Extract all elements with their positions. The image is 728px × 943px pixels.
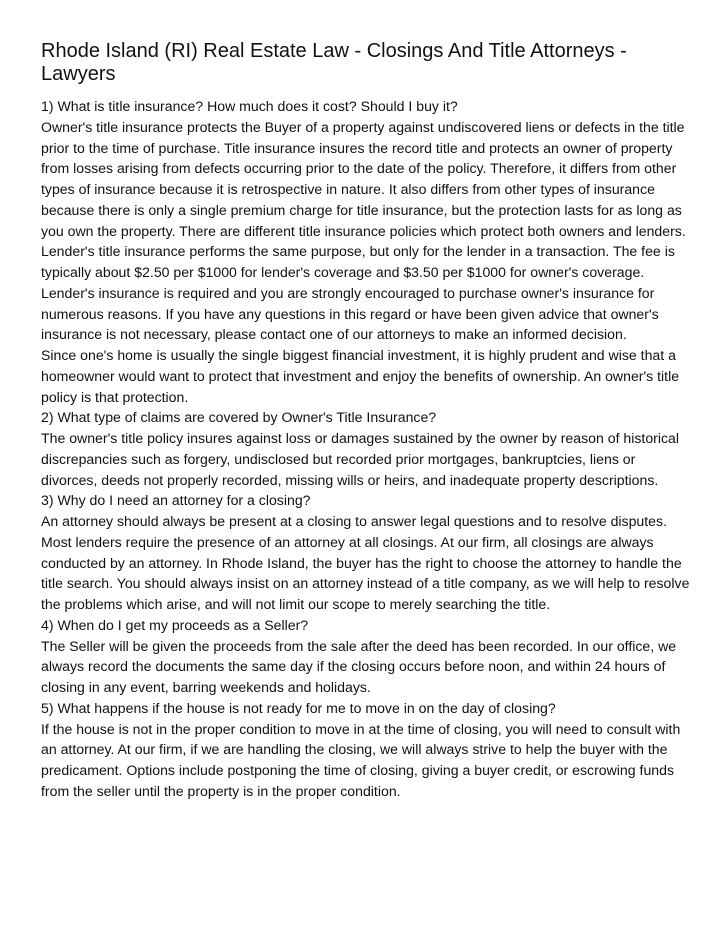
question-4-heading: 4) When do I get my proceeds as a Seller? [41, 616, 309, 633]
answer-1-paragraph: Owner's title insurance protects the Buyer of a property against undiscovered liens or defects in the title prior to the time of purchase. Title insurance insures the record title and protects an owner of property from losses arising from defects occurring prior to the date of the policy. Therefore, it differs from other types of insurance because it is retrospective in nature. It also differs from other types of insurance because there is only a single premium charge for title insurance, but the protection lasts for as long as you own the property. There are different title insurance policies which protect both owners and lenders. Lender's title insurance performs the same purpose, but only for the lender in a transaction. The fee is typically about $2.50 per $1000 for lender's coverage and $3.50 per $1000 for owner's coverage. Lender's insurance is required and you are strongly encouraged to purchase owner's insurance for numerous reasons. If you have any questions in this regard or have been given advice that owner's insurance is not necessary, please contact one of our attorneys to make an informed decision. [41, 118, 686, 343]
question-1-heading: 1) What is title insurance? How much does it cost? Should I buy it? [41, 98, 458, 114]
question-5-heading: 5) What happens if the house is not ready for me to move in on the day of closing? [41, 699, 556, 716]
answer-5-paragraph: If the house is not in the proper condition to move in at the time of closing, you will need to consult with an attorney. At our firm, if we are handling the closing, we will always strive to help the buyer with the predicament. Options include postponing the time of closing, giving a buyer credit, or escrowing funds from the seller until the property is in the proper condition. [41, 720, 681, 799]
question-2-heading: 2) What type of claims are covered by Owner's Title Insurance? [41, 409, 437, 426]
answer-4-paragraph: The Seller will be given the proceeds from the sale after the deed has been recorded. In our office, we always record the documents the same day if the closing occurs before noon, and within 24 hours of closing in any event, barring weekends and holidays. [41, 637, 677, 695]
question-3-heading: 3) Why do I need an attorney for a closing? [41, 492, 311, 509]
answer-3-paragraph: An attorney should always be present at a closing to answer legal questions and to resolve disputes. Most lenders require the presence of an attorney at all closings. At our firm, all closings are always conducted by an attorney. In Rhode Island, the buyer has the right to choose the attorney to handle the title search. You should always insist on an attorney instead of a title company, as we will help to resolve the problems which arise, and will not limit our scope to merely searching the title. [41, 513, 690, 612]
document-body [41, 96, 691, 802]
answer-1-followup-paragraph: Since one's home is usually the single biggest financial investment, it is highly prudent and wise that a homeowner would want to protect that investment and enjoy the benefits of ownership. An owner's title policy is that protection. [41, 347, 680, 405]
page-title: Rhode Island (RI) Real Estate Law - Closings And Title Attorneys - Lawyers [41, 40, 627, 85]
answer-2-paragraph: The owner's title policy insures against loss or damages sustained by the owner by reason of historical discrepancies such as forgery, undisclosed but recorded prior mortgages, bankruptcies, liens or divorces, deeds not properly recorded, missing wills or heirs, and inadequate property descriptions. [41, 430, 680, 488]
document-page [41, 40, 691, 802]
